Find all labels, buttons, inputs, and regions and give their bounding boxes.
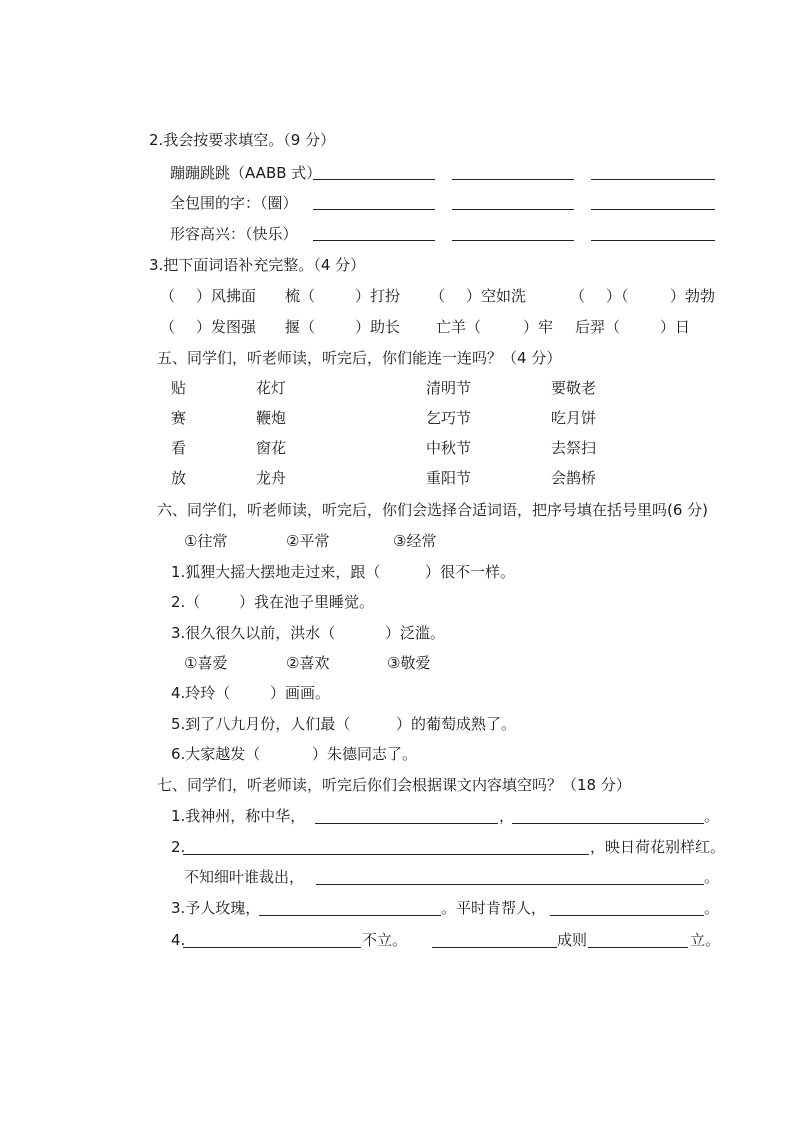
section6-heading: 六、同学们，听老师读，听完后，你们会选择合适词语，把序号填在括号里吗(6 分)	[157, 501, 709, 519]
section3-heading: 3.把下面词语补充完整。（4 分）	[149, 256, 366, 274]
s7-l2-blank[interactable]	[183, 854, 589, 855]
s7-l3-a: 不知细叶谁裁出，	[184, 868, 305, 886]
s7-l1-a: 1.我神州，称中华，	[171, 807, 306, 825]
s5-c2-0[interactable]: 花灯	[256, 379, 287, 397]
s5-c4-3[interactable]: 会鹊桥	[551, 469, 597, 487]
s6-q5-b: ）的葡萄成熟了。	[396, 715, 517, 733]
s7-l5-blank-1[interactable]	[183, 947, 361, 948]
s5-c3-0[interactable]: 清明节	[426, 379, 472, 397]
s3-r1-p4: （	[430, 287, 446, 305]
s5-c3-3[interactable]: 重阳节	[426, 469, 472, 487]
s5-c1-1[interactable]: 赛	[171, 409, 187, 427]
s5-c2-2[interactable]: 窗花	[256, 439, 287, 457]
s2-row2-label: 全包围的字：（圈）	[170, 194, 298, 212]
s2-row2-blank-1[interactable]	[313, 209, 435, 210]
section7-heading: 七、同学们，听老师读，听完后你们会根据课文内容填空吗？（18 分）	[157, 776, 631, 794]
s3-r1-p2: 梳（	[285, 287, 316, 305]
s6-q2-a: 2.（	[171, 593, 201, 611]
s2-row2-blank-2[interactable]	[452, 209, 574, 210]
s7-l5-b: 不立。	[362, 931, 408, 949]
s5-c3-2[interactable]: 中秋节	[426, 439, 472, 457]
s7-l1-blank-2[interactable]	[512, 823, 704, 824]
s6-q3-a: 3.很久很久以前，洪水（	[171, 624, 336, 642]
s6-q1-a: 1.狐狸大摇大摆地走过来，跟（	[171, 563, 381, 581]
s3-r1-p7: ）（	[606, 287, 629, 305]
s3-r2-p3: ）助长	[355, 318, 401, 336]
s5-c1-3[interactable]: 放	[171, 469, 187, 487]
s3-r1-p5: ）空如洗	[466, 287, 527, 305]
s7-l4-c: 。	[704, 899, 720, 917]
s5-c4-0[interactable]: 要敬老	[551, 379, 597, 397]
s3-r2-p1: ）发图强	[196, 318, 257, 336]
s6-q6-a: 6.大家越发（	[171, 745, 261, 763]
s5-c1-2[interactable]: 看	[171, 439, 187, 457]
s6-q6-b: ）朱德同志了。	[312, 745, 418, 763]
s6-opt2-0: ①喜爱	[184, 654, 228, 672]
s2-row3-blank-3[interactable]	[591, 240, 715, 241]
section5-heading: 五、同学们，听老师读，听完后，你们能连一连吗？（4 分）	[157, 349, 562, 367]
s7-l1-blank-1[interactable]	[315, 823, 498, 824]
s7-l5-blank-3[interactable]	[588, 947, 688, 948]
s7-l4-blank-2[interactable]	[550, 915, 704, 916]
s3-r1-p8: ）勃勃	[670, 287, 716, 305]
s2-row1-blank-2[interactable]	[452, 179, 574, 180]
s7-l5-blank-2[interactable]	[432, 947, 557, 948]
s2-row2-blank-3[interactable]	[591, 209, 715, 210]
s3-r1-p6: （	[570, 287, 586, 305]
s7-l2-a: 2.	[171, 838, 186, 856]
s7-l5-a: 4.	[171, 931, 186, 949]
s6-opt1-0: ①往常	[184, 532, 228, 550]
s7-l3-b: 。	[704, 868, 720, 886]
s7-l3-blank[interactable]	[316, 884, 704, 885]
s7-l5-c: 成则	[557, 931, 588, 949]
s3-r2-p0: （	[160, 318, 176, 336]
s5-c2-3[interactable]: 龙舟	[256, 469, 287, 487]
s7-l4-b: 。平时肯帮人，	[441, 899, 547, 917]
s2-row3-blank-2[interactable]	[452, 240, 574, 241]
s3-r2-p4: 亡羊（	[436, 318, 482, 336]
s5-c4-2[interactable]: 去祭扫	[551, 439, 597, 457]
s6-q2-b: ）我在池子里睡觉。	[239, 593, 375, 611]
s5-c1-0[interactable]: 贴	[171, 379, 187, 397]
s6-q4-b: ）画画。	[270, 684, 331, 702]
s3-r2-p7: ）日	[660, 318, 691, 336]
s6-opt2-2: ③敬爱	[387, 654, 431, 672]
s5-c3-1[interactable]: 乞巧节	[426, 409, 472, 427]
s3-r1-p3: ）打扮	[355, 287, 401, 305]
s6-q3-b: ）泛滥。	[385, 624, 446, 642]
s3-r2-p2: 揠（	[285, 318, 316, 336]
s2-row3-label: 形容高兴：（快乐）	[170, 225, 298, 243]
s7-l4-blank-1[interactable]	[259, 915, 441, 916]
s6-opt1-2: ③经常	[393, 532, 437, 550]
s7-l5-d: 立。	[690, 931, 721, 949]
s6-opt2-1: ②喜欢	[286, 654, 330, 672]
s5-c4-1[interactable]: 吃月饼	[551, 409, 597, 427]
s6-opt1-1: ②平常	[286, 532, 330, 550]
s2-row1-label: 蹦蹦跳跳（AABB 式）	[170, 164, 322, 182]
s6-q1-b: ）很不一样。	[425, 563, 516, 581]
s7-l1-b: ，	[499, 807, 515, 825]
s3-r1-p0: （	[160, 287, 176, 305]
s2-row1-blank-1[interactable]	[313, 179, 435, 180]
s7-l2-b: ，映日荷花别样红。	[590, 838, 726, 856]
section2-heading: 2.我会按要求填空。（9 分）	[149, 131, 336, 149]
s3-r1-p1: ）风拂面	[196, 287, 257, 305]
s7-l4-a: 3.予人玫瑰，	[171, 899, 261, 917]
s5-c2-1[interactable]: 鞭炮	[256, 409, 287, 427]
s7-l1-c: 。	[704, 807, 720, 825]
s2-row3-blank-1[interactable]	[313, 240, 435, 241]
s3-r2-p6: 后羿（	[575, 318, 621, 336]
s2-row1-blank-3[interactable]	[591, 179, 715, 180]
s6-q5-a: 5.到了八九月份，人们最（	[171, 715, 351, 733]
s3-r2-p5: ）牢	[523, 318, 554, 336]
s6-q4-a: 4.玲玲（	[171, 684, 231, 702]
